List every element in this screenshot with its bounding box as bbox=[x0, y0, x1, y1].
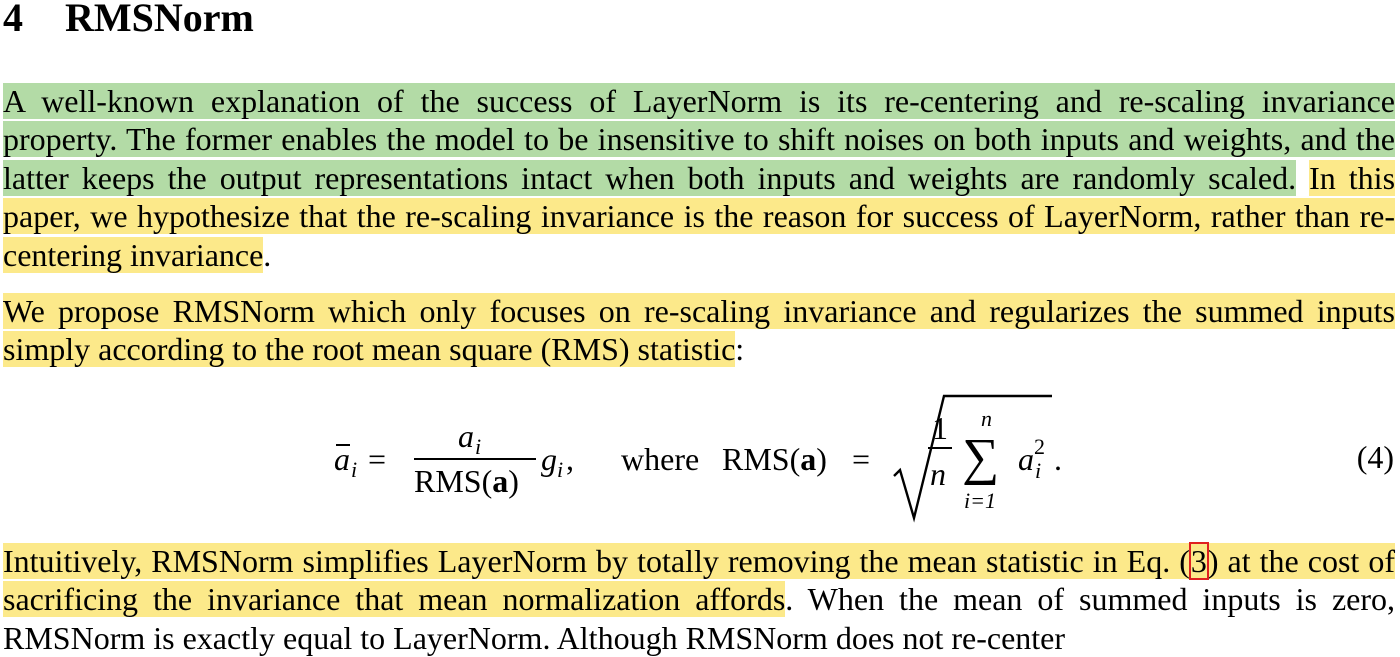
rms-expr bbox=[722, 441, 827, 477]
denominator-suffix: ) bbox=[508, 463, 519, 499]
denominator bbox=[414, 463, 519, 499]
section-number: 4 bbox=[3, 0, 23, 40]
paragraph-3 bbox=[3, 542, 1395, 657]
numerator-base: a bbox=[458, 418, 474, 454]
denominator-bold: a bbox=[492, 463, 509, 499]
sum-lower: i=1 bbox=[964, 488, 996, 513]
frac-den: n bbox=[930, 456, 946, 492]
yellow-text-2: ) at the cost of sacrificing the invariance that mean normalization affords bbox=[3, 543, 1396, 618]
rms-bold: a bbox=[800, 441, 817, 477]
yellow-highlight: We propose RMSNorm which only focuses on re-scaling invariance and regularizes the summed inputs simply according to the root mean square (RMS) statistic bbox=[3, 293, 1395, 368]
comma: , bbox=[566, 441, 574, 477]
rms-suffix: ) bbox=[816, 441, 827, 477]
sum-symbol: ∑ bbox=[962, 429, 1000, 486]
frac-num: 1 bbox=[932, 410, 948, 446]
paragraph-2-tail: : bbox=[735, 331, 745, 368]
yellow-text-1: Intuitively, RMSNorm simplifies LayerNorm by totally removing the mean statistic in Eq. ( bbox=[3, 543, 1190, 579]
equation-ref-link[interactable]: 3 bbox=[1190, 543, 1207, 579]
gain-sub: i bbox=[557, 457, 564, 482]
yellow-highlight: In this paper, we hypothesize that the re-scaling invariance is the reason for success of LayerNorm, rather than re-centering invariance bbox=[3, 159, 1396, 273]
numerator-sub: i bbox=[475, 434, 482, 459]
plain-text: . When the mean of summed inputs is zero, RMSNorm is exactly equal to LayerNorm. Although RMSNorm does not re-center bbox=[3, 581, 1396, 656]
gain-base: g bbox=[541, 441, 557, 477]
term-sup: 2 bbox=[1034, 434, 1045, 459]
green-highlight: A well-known explanation of the success of LayerNorm is its re-centering and re-scaling invariance property. The former enables the model to be insensitive to shift noises on both inputs and weights, and the latter keeps the output representations intact when both inputs and weights are randomly scaled. bbox=[3, 83, 1395, 196]
lhs-sub: i bbox=[351, 457, 358, 482]
equation-number: (4) bbox=[1356, 439, 1394, 475]
period: . bbox=[1054, 441, 1062, 477]
paragraph-1 bbox=[3, 82, 1395, 274]
paragraph-2 bbox=[3, 292, 1395, 369]
paragraph-1-tail: . bbox=[263, 236, 272, 273]
rms-prefix: RMS( bbox=[722, 441, 801, 477]
denominator-prefix: RMS( bbox=[414, 463, 493, 499]
section-heading bbox=[3, 0, 254, 42]
lhs-base: a bbox=[334, 441, 350, 477]
section-title: RMSNorm bbox=[65, 0, 254, 40]
term-sub: i bbox=[1035, 458, 1042, 483]
where-text: where bbox=[621, 441, 700, 477]
equation-4 bbox=[0, 392, 1400, 532]
term-base: a bbox=[1018, 441, 1034, 477]
equation-block bbox=[0, 392, 1400, 532]
sum-upper: n bbox=[981, 406, 992, 431]
equals-2: = bbox=[852, 441, 871, 477]
equals-1: = bbox=[368, 441, 387, 477]
